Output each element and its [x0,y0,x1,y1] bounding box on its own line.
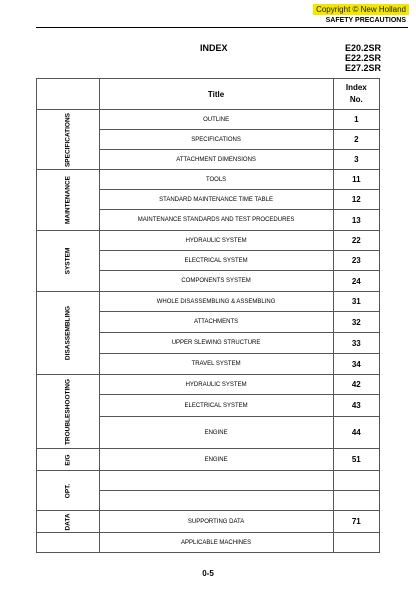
section-label-cell [37,533,100,553]
chapter-title: TRAVEL SYSTEM [99,354,333,375]
table-row [37,292,380,312]
chapter-title: MAINTENANCE STANDARDS AND TEST PROCEDURES [99,210,333,231]
copyright-badge: Copyright © New Holland [313,4,409,15]
chapter-title: WHOLE DISASSEMBLING & ASSEMBLING [99,292,333,312]
section-label-cell [37,110,100,170]
index-number: 51 [333,449,379,471]
chapter-title: ATTACHMENTS [99,312,333,333]
section-label: SYSTEM [64,247,72,275]
index-number [333,533,379,553]
section-label-cell [37,449,100,471]
section-label: MAINTENANCE [64,175,72,225]
table-row [37,533,380,553]
index-number: 42 [333,375,379,395]
index-number: 3 [333,150,379,170]
model-name: E27.2SR [345,63,382,73]
table-row [37,110,380,130]
index-number [333,491,379,511]
section-label: DATA [64,512,72,531]
chapter-title: TOOLS [99,170,333,190]
index-number: 43 [333,395,379,417]
chapter-title [99,471,333,491]
chapter-title: OUTLINE [99,110,333,130]
index-number: 44 [333,417,379,449]
section-label-cell [37,231,100,292]
chapter-title [99,491,333,511]
section-label-cell [37,471,100,511]
index-number: 71 [333,511,379,533]
index-number: 1 [333,110,379,130]
section-label: SPECIFICATIONS [64,112,72,167]
table-row [37,375,380,395]
title-column-header: Title [99,79,333,110]
index-number: 31 [333,292,379,312]
index-number: 32 [333,312,379,333]
chapter-title: ENGINE [99,417,333,449]
chapter-title: ELECTRICAL SYSTEM [99,395,333,417]
index-title: INDEX [200,43,228,53]
chapter-title: SPECIFICATIONS [99,130,333,150]
index-table [36,78,380,553]
section-label-cell [37,511,100,533]
index-number: 24 [333,271,379,292]
section-label-cell [37,292,100,375]
model-name: E20.2SR [345,43,382,53]
index-number: 13 [333,210,379,231]
index-number: 34 [333,354,379,375]
section-column-header [37,79,100,110]
index-number: 2 [333,130,379,150]
header-rule [36,27,408,28]
index-number: 22 [333,231,379,251]
model-name: E22.2SR [345,53,382,63]
chapter-title: ENGINE [99,449,333,471]
section-header: SAFETY PRECAUTIONS [325,17,406,24]
chapter-title: HYDRAULIC SYSTEM [99,231,333,251]
chapter-title: ATTACHMENT DIMENSIONS [99,150,333,170]
table-row [37,511,380,533]
table-row [37,170,380,190]
section-label-cell [37,170,100,231]
index-number: 12 [333,190,379,210]
chapter-title: STANDARD MAINTENANCE TIME TABLE [99,190,333,210]
index-number: 33 [333,333,379,354]
chapter-title: COMPONENTS SYSTEM [99,271,333,292]
index-column-header: Index No. [333,79,379,110]
table-row [37,449,380,471]
chapter-title: ELECTRICAL SYSTEM [99,251,333,271]
section-label: E/G [64,453,72,466]
section-label: DISASSEMBLING [64,305,72,361]
chapter-title: SUPPORTING DATA [99,511,333,533]
chapter-title: UPPER SLEWING STRUCTURE [99,333,333,354]
section-label-cell [37,375,100,449]
section-label: OPT. [64,483,72,498]
table-row [37,471,380,491]
table-header-row [37,79,380,110]
model-list [345,43,381,73]
table-row [37,231,380,251]
section-label: TROUBLESHOOTING [64,378,72,445]
index-number: 11 [333,170,379,190]
index-number: 23 [333,251,379,271]
page-number: 0-5 [202,569,214,578]
index-number [333,471,379,491]
chapter-title: APPLICABLE MACHINES [99,533,333,553]
chapter-title: HYDRAULIC SYSTEM [99,375,333,395]
